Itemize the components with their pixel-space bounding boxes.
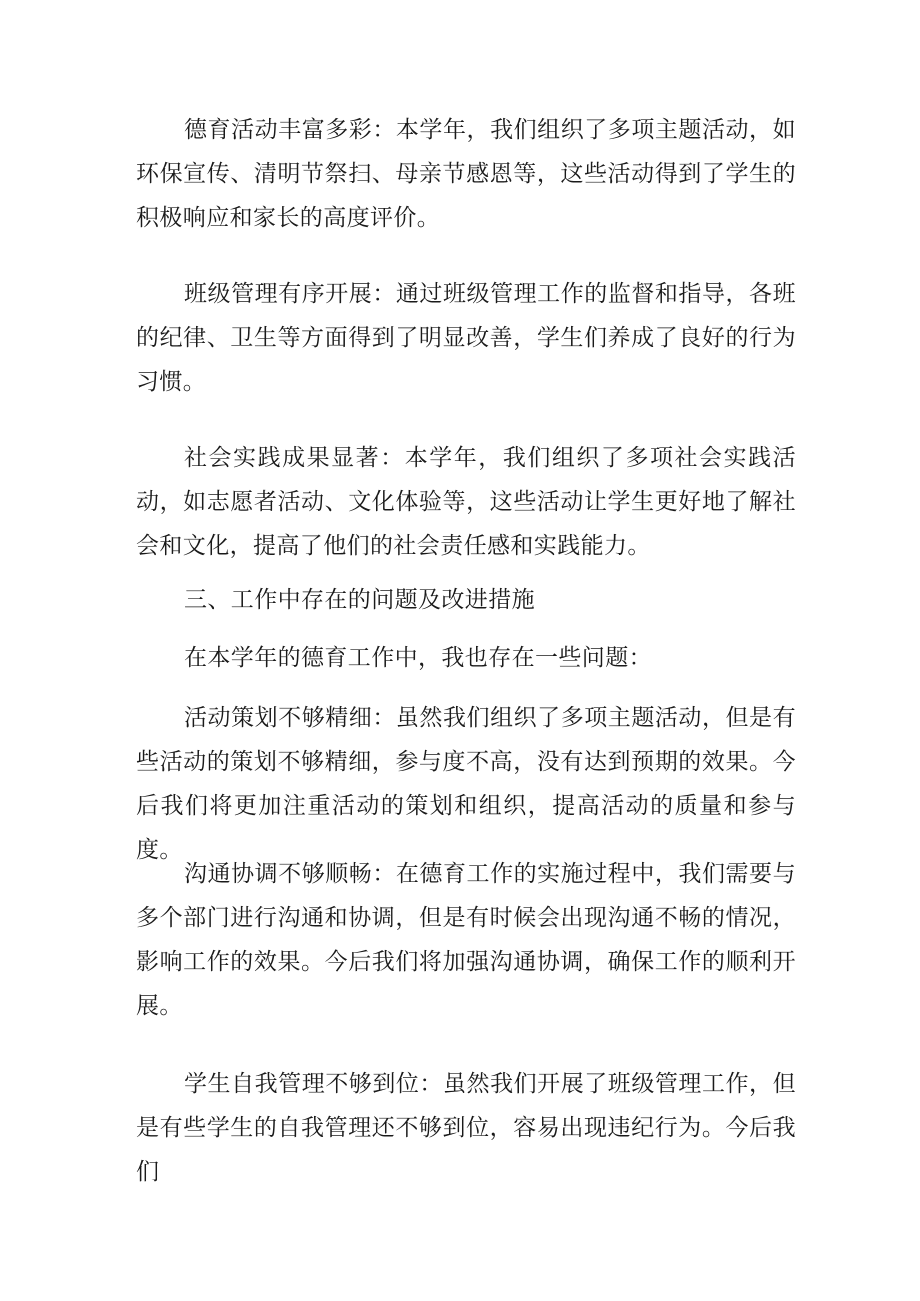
paragraph-activity-planning: 活动策划不够精细：虽然我们组织了多项主题活动，但是有些活动的策划不够精细，参与度不高，没有达到预期的效果。今后我们将更加注重活动的策划和组织，提高活动的质量和参与度。: [136, 705, 796, 863]
paragraph-social-practice: 社会实践成果显著：本学年，我们组织了多项社会实践活动，如志愿者活动、文化体验等，这些活动让学生更好地了解社会和文化，提高了他们的社会责任感和实践能力。: [136, 445, 796, 559]
paragraph-problems-intro: 在本学年的德育工作中，我也存在一些问题：: [184, 645, 652, 671]
paragraph-class-management: 班级管理有序开展：通过班级管理工作的监督和指导，各班的纪律、卫生等方面得到了明显改善，学生们养成了良好的行为习惯。: [136, 281, 796, 395]
section-heading-problems: 三、工作中存在的问题及改进措施: [184, 587, 535, 613]
paragraph-self-management: 学生自我管理不够到位：虽然我们开展了班级管理工作，但是有些学生的自我管理还不够到位，容易出现违纪行为。今后我们: [136, 1071, 796, 1185]
paragraph-moral-activities: 德育活动丰富多彩：本学年，我们组织了多项主题活动，如环保宣传、清明节祭扫、母亲节感恩等，这些活动得到了学生的积极响应和家长的高度评价。: [136, 117, 796, 231]
paragraph-communication: 沟通协调不够顺畅：在德育工作的实施过程中，我们需要与多个部门进行沟通和协调，但是有时候会出现沟通不畅的情况，影响工作的效果。今后我们将加强沟通协调，确保工作的顺利开展。: [136, 861, 796, 1019]
